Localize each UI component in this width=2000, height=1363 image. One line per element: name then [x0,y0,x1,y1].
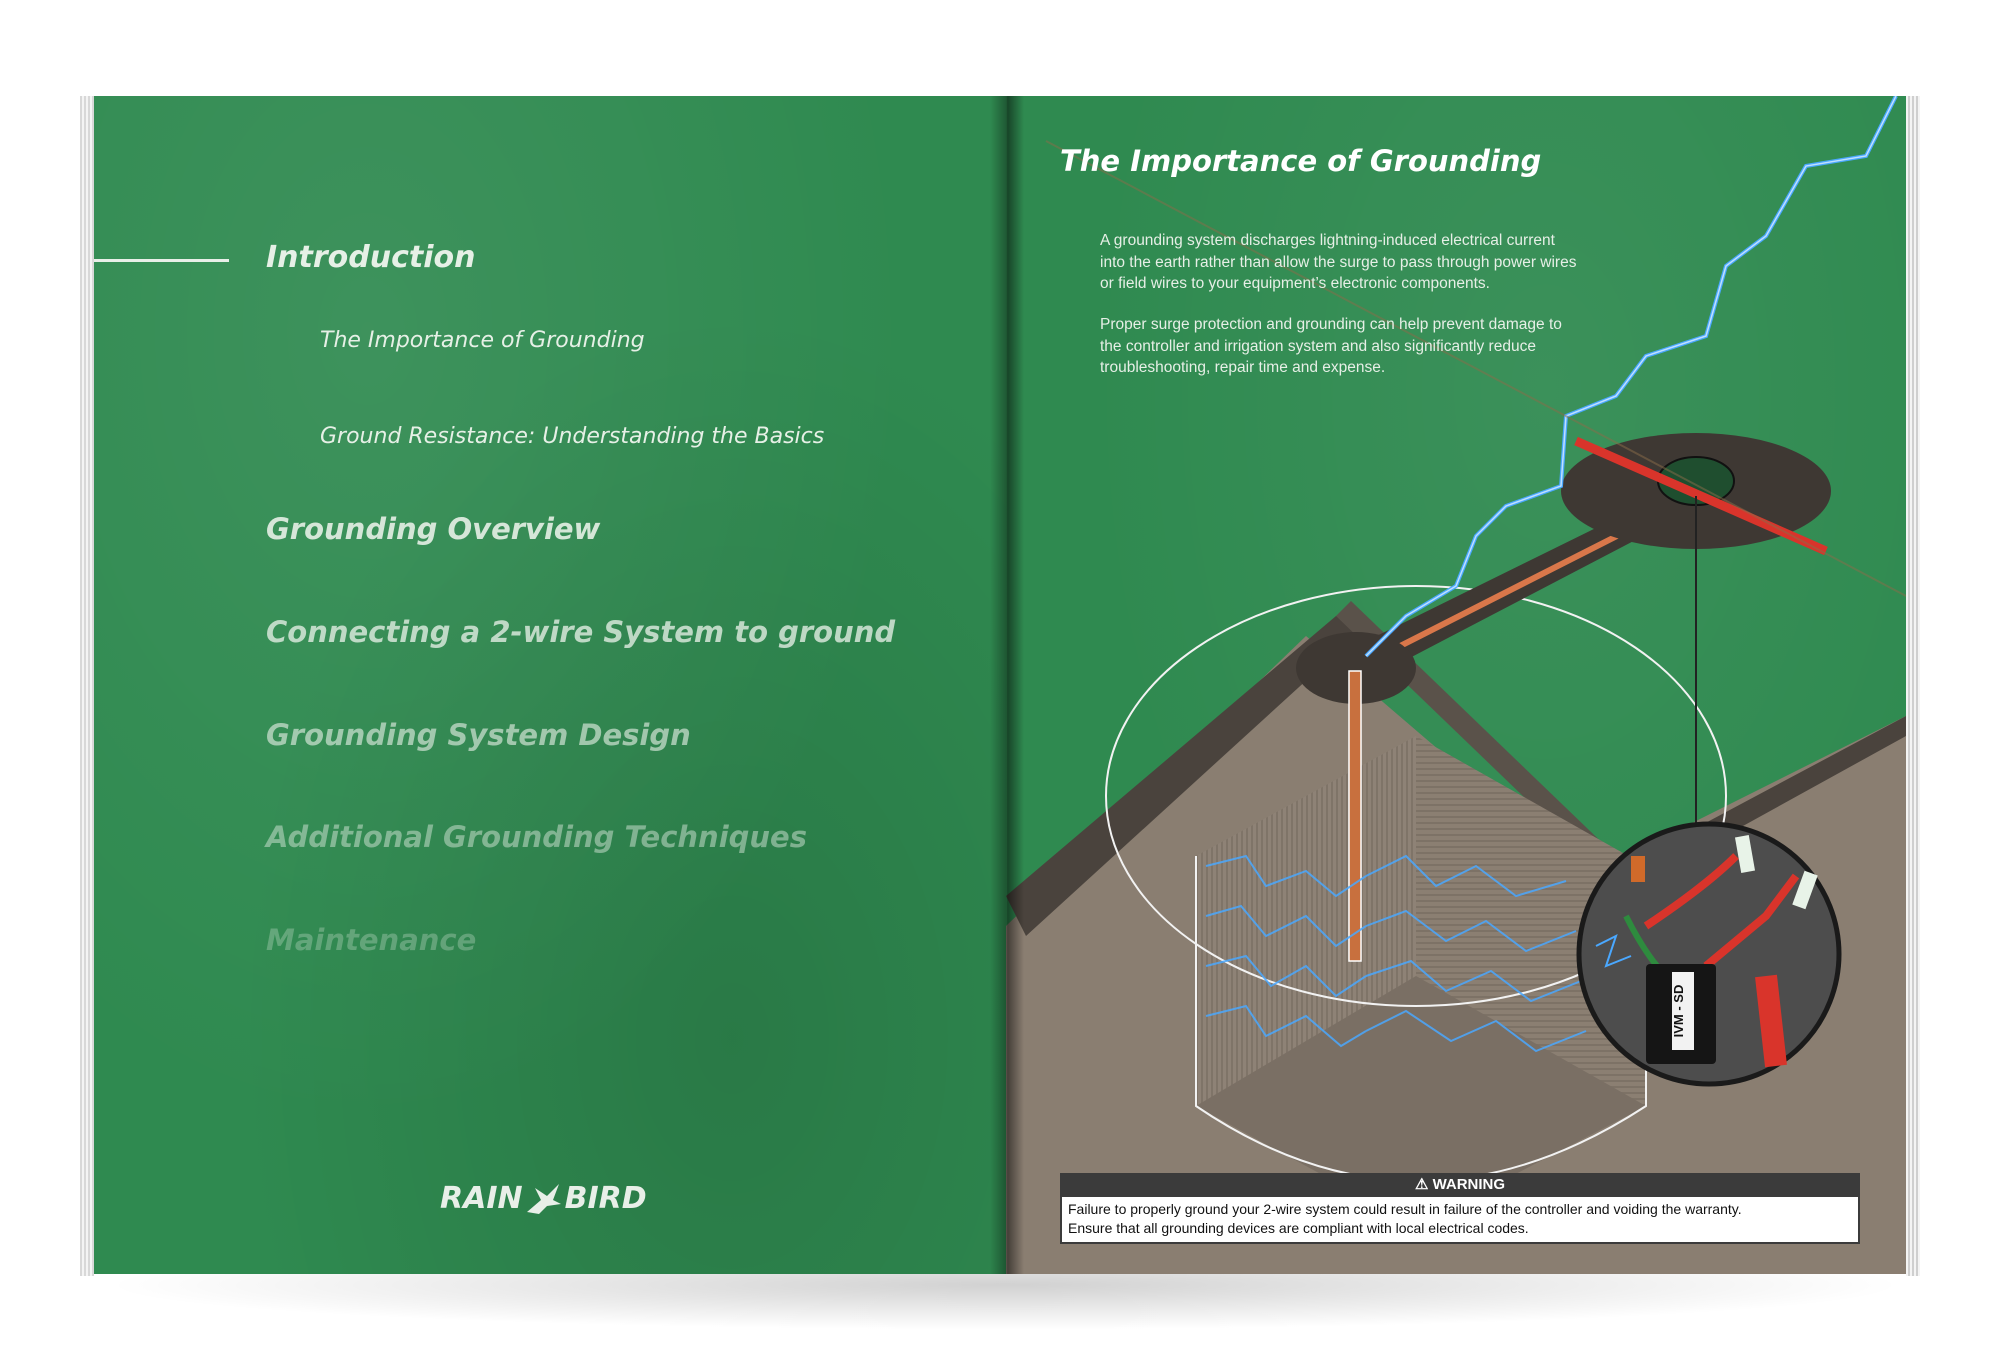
page-title: The Importance of Grounding [1060,144,1542,178]
warning-box [1060,1173,1860,1244]
wire-connector-orange [1631,856,1645,882]
toc-item-connecting[interactable]: Connecting a 2-wire System to ground [266,615,896,649]
intro-paragraph-2: Proper surge protection and grounding can help prevent damage to the controller and irrigation system and also significantly reduce troubleshooting, repair time and expense. [1100,316,1562,376]
left-page [94,96,1006,1274]
toc-subitem-importance[interactable]: The Importance of Grounding [320,328,645,353]
ivm-sd-label: IVM - SD [1671,984,1686,1038]
bird-icon [525,1182,563,1216]
logo-word-right: BIRD [564,1181,647,1216]
toc-subitem-ground-resistance[interactable]: Ground Resistance: Understanding the Basics [320,424,825,449]
page-edges-right [1906,96,1920,1276]
warning-heading: WARNING [1432,1176,1506,1193]
logo-word-left: RAIN [440,1181,523,1216]
toc-item-additional-techniques[interactable]: Additional Grounding Techniques [266,820,807,854]
toc-item-introduction[interactable]: Introduction [266,240,476,275]
page-edges-left [80,96,94,1276]
ground-rod [1349,671,1361,961]
warning-body [1060,1197,1860,1244]
rain-bird-logo [440,1181,647,1216]
toc-item-maintenance[interactable]: Maintenance [266,923,477,957]
toc-marker-line [94,259,229,262]
intro-paragraph-1: A grounding system discharges lightning-induced electrical current into the earth rather than allow the surge to pass through power wires or field wires to your equipment’s electronic components. [1100,232,1577,292]
warning-triangle-icon: ⚠ [1414,1176,1429,1193]
detail-red-cable [1766,976,1776,1066]
toc-item-system-design[interactable]: Grounding System Design [266,718,691,752]
right-page [1006,96,1906,1274]
book-gutter [990,96,1024,1274]
warning-line-1: Failure to properly ground your 2-wire system could result in failure of the controller and voiding the warranty. [1068,1201,1742,1217]
toc-item-grounding-overview[interactable]: Grounding Overview [266,512,601,546]
warning-line-2: Ensure that all grounding devices are compliant with local electrical codes. [1068,1220,1529,1236]
warning-header [1060,1173,1860,1197]
